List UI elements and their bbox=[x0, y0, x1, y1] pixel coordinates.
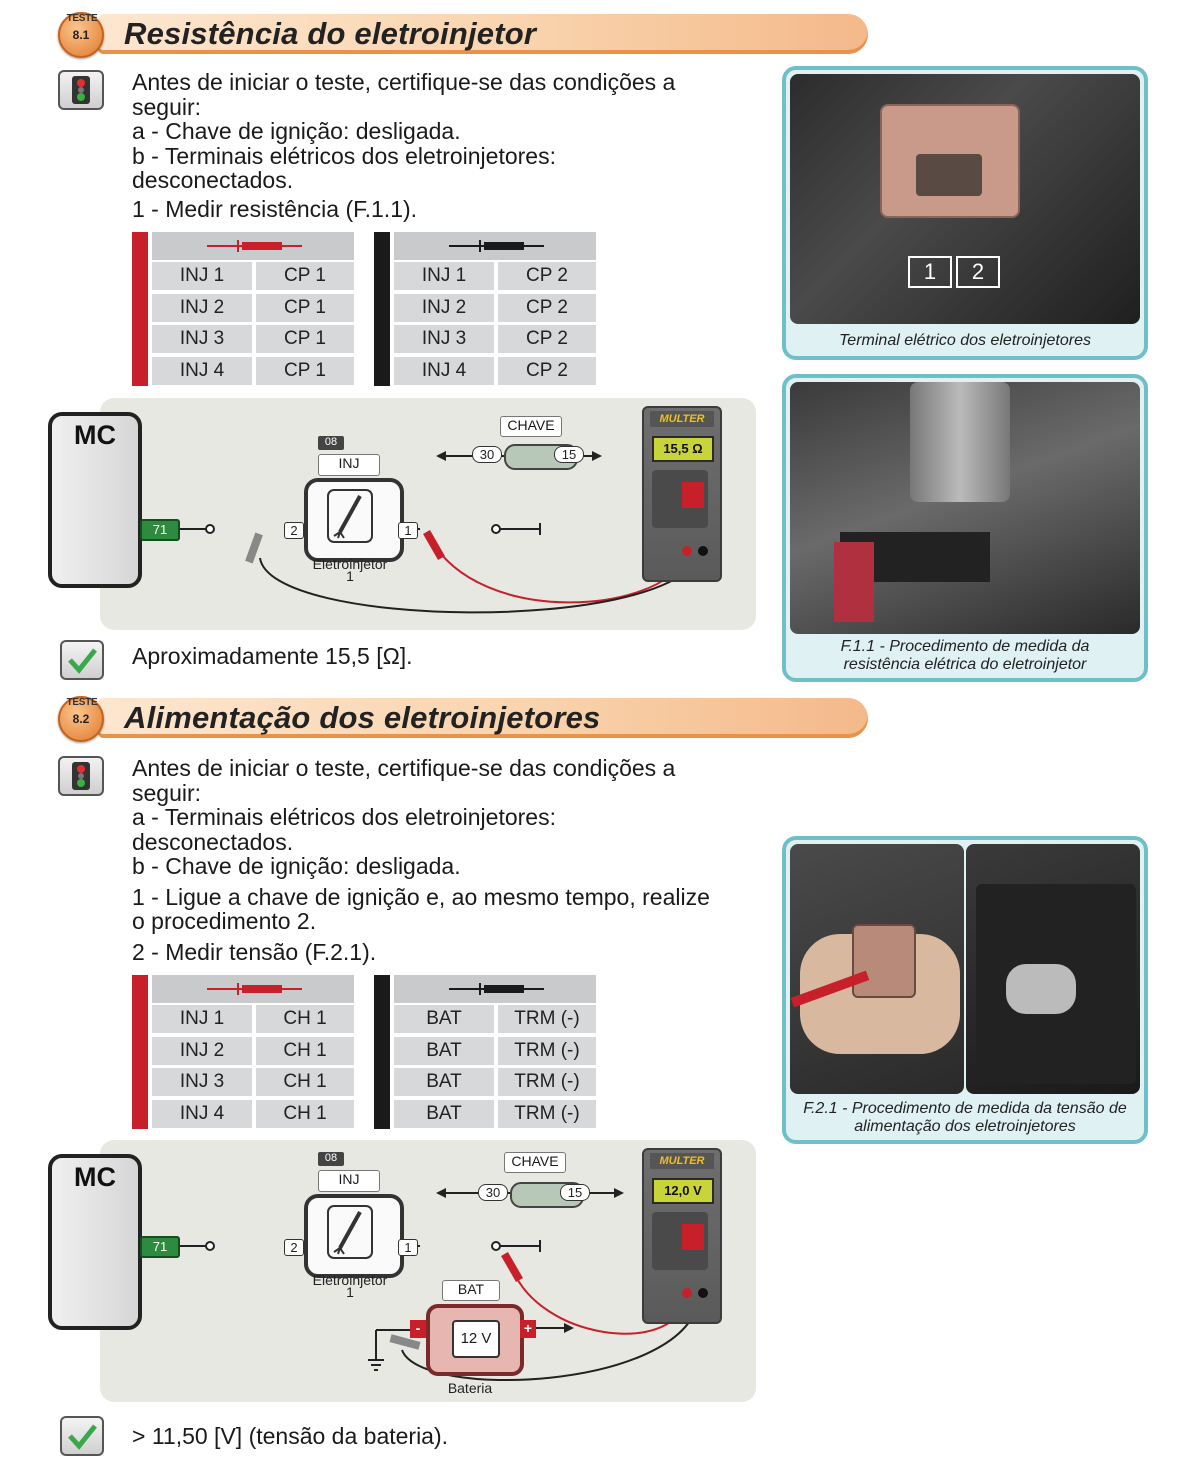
result-text-2: > 11,50 [V] (tensão da bateria). bbox=[132, 1423, 449, 1449]
switch-terminal-30: 30 bbox=[472, 446, 502, 463]
table-cell: CP 2 bbox=[498, 262, 596, 290]
table-rows bbox=[132, 1003, 354, 1129]
multimeter-brand: MULTER bbox=[650, 1153, 714, 1169]
table-cell: INJ 3 bbox=[152, 1068, 252, 1096]
black-probe-icon bbox=[394, 232, 596, 260]
black-probe-header bbox=[394, 975, 596, 1003]
injector-component bbox=[304, 478, 404, 562]
check-icon bbox=[60, 1416, 104, 1456]
injector-name: Eletroinjetor bbox=[312, 1272, 388, 1288]
table-cell: CP 1 bbox=[256, 357, 354, 385]
test-badge bbox=[58, 696, 104, 742]
red-probe-header bbox=[152, 232, 354, 260]
section-header-8-1 bbox=[58, 12, 870, 58]
measurement-table-black-1 bbox=[374, 232, 596, 386]
table-cell: CP 2 bbox=[498, 357, 596, 385]
photo-caption-voltage: F.2.1 - Procedimento de medida da tensão de alimentação dos eletroinjetores bbox=[803, 1100, 1127, 1135]
test-badge-number: 8.1 bbox=[72, 28, 90, 42]
photo-resistance bbox=[790, 382, 1140, 634]
section-title: Alimentação dos eletroinjetores bbox=[124, 700, 601, 735]
component-number: 08 bbox=[318, 436, 344, 450]
table-cell: CH 1 bbox=[256, 1068, 354, 1096]
black-jack bbox=[698, 1288, 708, 1298]
injector-pin-1: 1 bbox=[398, 522, 418, 539]
pin-71: 71 bbox=[140, 519, 180, 541]
battery-value: 12 V bbox=[452, 1320, 500, 1358]
result-text-1: Aproximadamente 15,5 [Ω]. bbox=[132, 643, 413, 669]
battery-name: Bateria bbox=[447, 1380, 493, 1396]
multimeter-knob bbox=[682, 1224, 704, 1250]
photo-frame-terminal bbox=[782, 66, 1148, 360]
table-cell: INJ 4 bbox=[152, 357, 252, 385]
injector-image bbox=[910, 382, 1010, 502]
injector-name: Eletroinjetor bbox=[312, 556, 388, 572]
battery-negative: - bbox=[410, 1320, 426, 1338]
black-probe-header bbox=[394, 232, 596, 260]
connector-socket bbox=[916, 154, 982, 196]
table-cell: CP 1 bbox=[256, 294, 354, 322]
table-rows bbox=[374, 1003, 596, 1129]
photo-caption-terminal: Terminal elétrico dos eletroinjetores bbox=[839, 332, 1091, 349]
switch-terminal-15: 15 bbox=[560, 1184, 590, 1201]
table-cell: CP 2 bbox=[498, 294, 596, 322]
multimeter-display: 15,5 Ω bbox=[652, 436, 714, 462]
probe-image bbox=[834, 542, 874, 622]
pin-71: 71 bbox=[140, 1236, 180, 1258]
table-cell: INJ 1 bbox=[152, 1005, 252, 1033]
multimeter-display: 12,0 V bbox=[652, 1178, 714, 1204]
table-cell: CP 1 bbox=[256, 325, 354, 353]
table-cell: CH 1 bbox=[256, 1100, 354, 1128]
photo-caption-resistance: F.1.1 - Procedimento de medida da resistência elétrica do eletroinjetor bbox=[840, 638, 1090, 673]
table-cell: BAT bbox=[394, 1068, 494, 1096]
traffic-light-icon bbox=[58, 756, 104, 796]
photo-voltage-connector bbox=[790, 844, 964, 1094]
table-cell: INJ 4 bbox=[152, 1100, 252, 1128]
photo-frame-voltage bbox=[782, 836, 1148, 1144]
table-cell: INJ 1 bbox=[152, 262, 252, 290]
table-cell: CH 1 bbox=[256, 1005, 354, 1033]
injector-icon bbox=[308, 1198, 392, 1266]
control-module bbox=[48, 1154, 142, 1330]
measurement-table-red-1 bbox=[132, 232, 354, 386]
control-module-label: MC bbox=[74, 420, 116, 450]
table-cell: TRM (-) bbox=[498, 1068, 596, 1096]
table-cell: BAT bbox=[394, 1005, 494, 1033]
control-module-label: MC bbox=[74, 1162, 116, 1192]
injector-pin-2: 2 bbox=[284, 522, 304, 539]
table-cell: BAT bbox=[394, 1037, 494, 1065]
table-cell: INJ 3 bbox=[394, 325, 494, 353]
connector-image bbox=[880, 104, 1020, 218]
table-cell: INJ 3 bbox=[152, 325, 252, 353]
test-badge-label: TESTE bbox=[66, 697, 98, 708]
injector-component bbox=[304, 1194, 404, 1278]
table-cell: TRM (-) bbox=[498, 1037, 596, 1065]
table-cell: INJ 1 bbox=[394, 262, 494, 290]
switch-label: CHAVE bbox=[500, 416, 562, 437]
terminal-image bbox=[1006, 964, 1076, 1014]
photo-label-1: 1 bbox=[908, 256, 952, 288]
switch-terminal-30: 30 bbox=[478, 1184, 508, 1201]
multimeter bbox=[642, 1148, 722, 1324]
photo-voltage-battery bbox=[966, 844, 1140, 1094]
red-jack bbox=[682, 546, 692, 556]
test-badge-number: 8.2 bbox=[72, 712, 90, 726]
section-title: Resistência do eletroinjetor bbox=[124, 16, 537, 51]
injector-index: 1 bbox=[346, 1284, 354, 1300]
multimeter-brand: MULTER bbox=[650, 411, 714, 427]
multimeter-knob bbox=[682, 482, 704, 508]
table-cell: INJ 2 bbox=[152, 1037, 252, 1065]
red-probe-icon bbox=[152, 232, 354, 260]
test-badge bbox=[58, 12, 104, 58]
black-probe-icon bbox=[394, 975, 596, 1003]
table-cell: CH 1 bbox=[256, 1037, 354, 1065]
table-rows bbox=[374, 260, 596, 386]
injector-pin-2: 2 bbox=[284, 1239, 304, 1256]
table-cell: TRM (-) bbox=[498, 1100, 596, 1128]
wiring-diagram-2 bbox=[74, 1140, 756, 1402]
injector-index: 1 bbox=[346, 568, 354, 584]
control-module bbox=[48, 412, 142, 588]
connector-image-3 bbox=[852, 924, 916, 998]
table-cell: INJ 4 bbox=[394, 357, 494, 385]
red-jack bbox=[682, 1288, 692, 1298]
red-probe-header bbox=[152, 975, 354, 1003]
component-number: 08 bbox=[318, 1152, 344, 1166]
conditions-text-1: Antes de iniciar o teste, certifique-se das condições a seguir: a - Chave de ignição: desligada. b - Terminais elétricos dos eletroinjetores: desconectados. 1 - Medir resistência (F.1.1). bbox=[132, 69, 676, 222]
photo-terminal bbox=[790, 74, 1140, 324]
multimeter-dial bbox=[652, 1212, 708, 1270]
conditions-text-2: Antes de iniciar o teste, certifique-se das condições a seguir: a - Terminais elétricos dos eletroinjetores: desconectados. b - Chave de ignição: desligada. 1 - Ligue a chave de ignição e, ao mesmo tempo, realize o procedimento 2. 2 - Medir tensão (F.2.1). bbox=[132, 755, 710, 965]
check-icon bbox=[60, 640, 104, 680]
wiring-diagram-1 bbox=[74, 398, 756, 630]
component-tag: INJ bbox=[318, 454, 380, 476]
red-probe-icon bbox=[152, 975, 354, 1003]
table-cell: CP 2 bbox=[498, 325, 596, 353]
battery-positive: + bbox=[520, 1320, 536, 1338]
table-cell: CP 1 bbox=[256, 262, 354, 290]
injector-pin-1: 1 bbox=[398, 1239, 418, 1256]
table-cell: INJ 2 bbox=[394, 294, 494, 322]
table-cell: INJ 2 bbox=[152, 294, 252, 322]
multimeter bbox=[642, 406, 722, 582]
measurement-table-black-2 bbox=[374, 975, 596, 1129]
battery-component bbox=[426, 1304, 524, 1376]
battery-tag: BAT bbox=[442, 1280, 500, 1301]
injector-icon bbox=[308, 482, 392, 550]
section-header-8-2 bbox=[58, 696, 870, 742]
traffic-light-icon bbox=[58, 70, 104, 110]
measurement-table-red-2 bbox=[132, 975, 354, 1129]
test-badge-label: TESTE bbox=[66, 13, 98, 24]
photo-label-2: 2 bbox=[956, 256, 1000, 288]
switch-terminal-15: 15 bbox=[554, 446, 584, 463]
black-jack bbox=[698, 546, 708, 556]
table-cell: BAT bbox=[394, 1100, 494, 1128]
table-cell: TRM (-) bbox=[498, 1005, 596, 1033]
table-rows bbox=[132, 260, 354, 386]
photo-frame-resistance bbox=[782, 374, 1148, 682]
switch-label: CHAVE bbox=[504, 1152, 566, 1173]
component-tag: INJ bbox=[318, 1170, 380, 1192]
multimeter-dial bbox=[652, 470, 708, 528]
